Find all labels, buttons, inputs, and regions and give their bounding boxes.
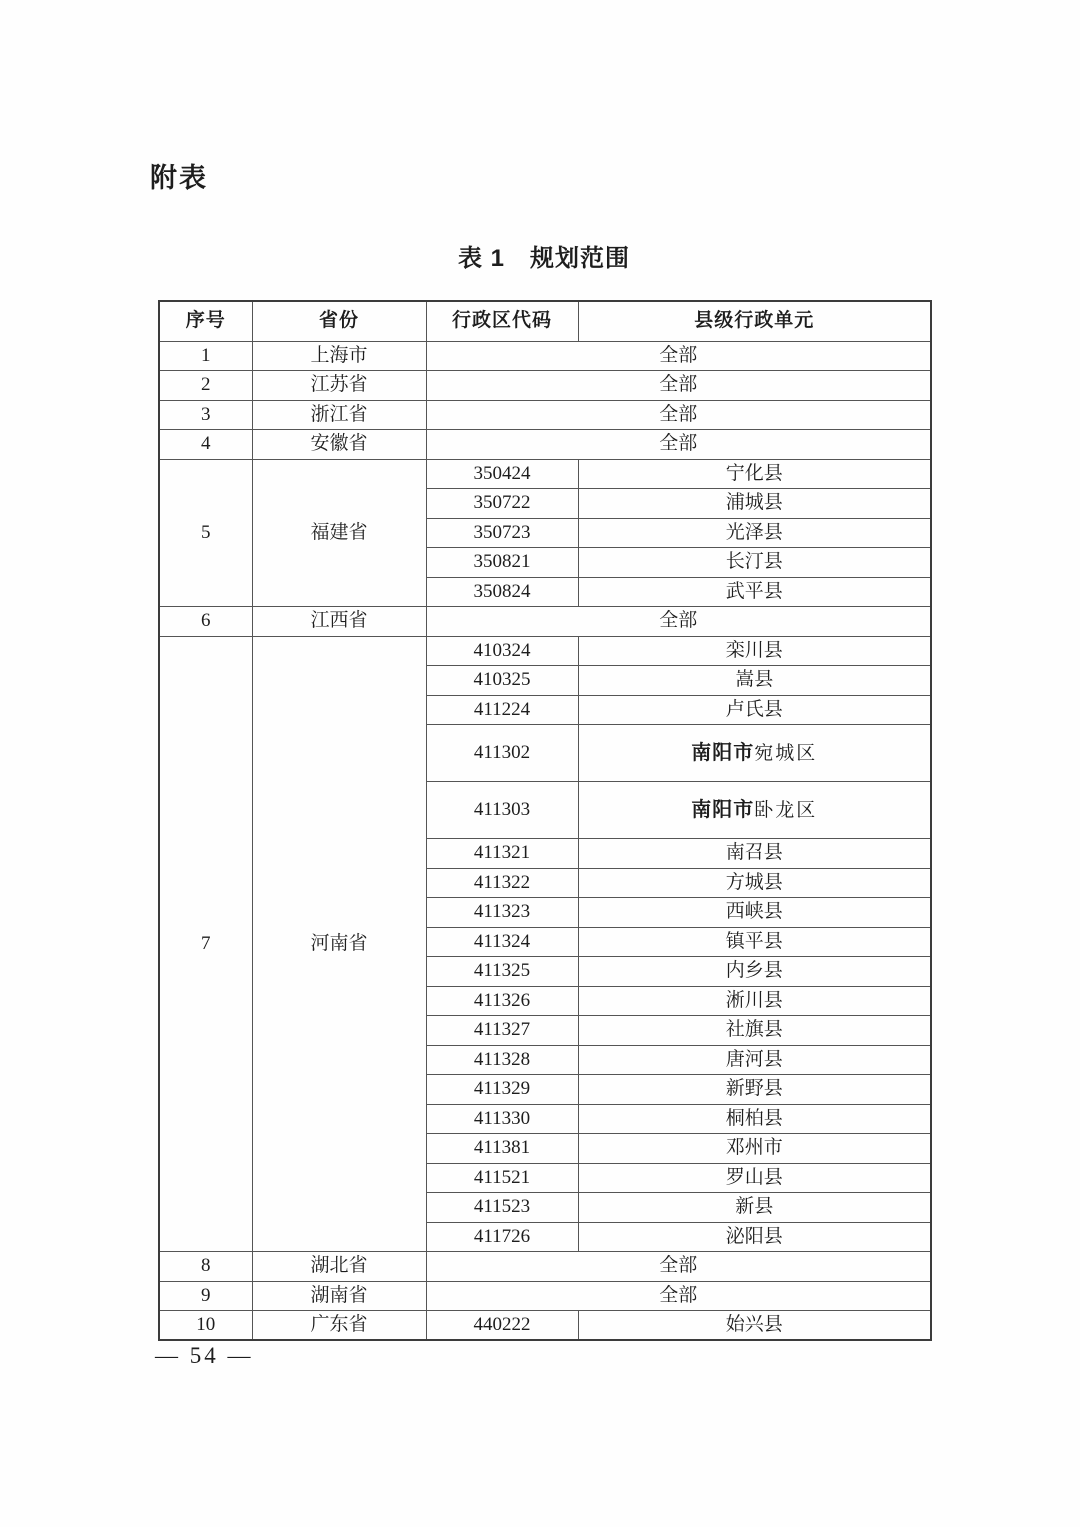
province-cell: 福建省: [252, 459, 426, 607]
code-cell: 411323: [426, 898, 578, 928]
code-cell: 411328: [426, 1045, 578, 1075]
city-prefix: 南阳市: [691, 798, 755, 821]
county-cell: 唐河县: [578, 1045, 931, 1075]
province-cell: 河南省: [252, 636, 426, 1252]
city-prefix: 南阳市: [691, 741, 755, 764]
table-row: [159, 636, 931, 666]
code-cell: 410324: [426, 636, 578, 666]
code-cell: 411521: [426, 1163, 578, 1193]
county-cell: 嵩县: [578, 666, 931, 696]
county-cell: 新野县: [578, 1075, 931, 1105]
table-row: [159, 400, 931, 430]
county-name: 宛城区: [754, 742, 818, 764]
county-cell: 罗山县: [578, 1163, 931, 1193]
county-cell: 淅川县: [578, 986, 931, 1016]
code-cell: 350824: [426, 577, 578, 607]
code-cell: 350723: [426, 518, 578, 548]
code-cell: 411324: [426, 927, 578, 957]
county-cell: 新县: [578, 1193, 931, 1223]
seq-cell: 7: [159, 636, 252, 1252]
scope-cell: 全部: [426, 400, 931, 430]
county-cell: 南召县: [578, 839, 931, 869]
county-name: 卧龙区: [754, 799, 818, 821]
province-cell: 浙江省: [252, 400, 426, 430]
code-cell: 411326: [426, 986, 578, 1016]
page-number: — 54 —: [155, 1343, 254, 1368]
col-header-code: 行政区代码: [426, 301, 578, 341]
province-cell: 湖北省: [252, 1252, 426, 1282]
county-cell: [578, 725, 931, 782]
code-cell: 411325: [426, 957, 578, 987]
table-row: [159, 607, 931, 637]
county-cell: 卢氏县: [578, 695, 931, 725]
seq-cell: 8: [159, 1252, 252, 1282]
seq-cell: 6: [159, 607, 252, 637]
code-cell: 411330: [426, 1104, 578, 1134]
code-cell: 411329: [426, 1075, 578, 1105]
table-row: [159, 1252, 931, 1282]
planning-scope-table: [158, 300, 932, 1341]
province-cell: 广东省: [252, 1311, 426, 1341]
province-cell: 江西省: [252, 607, 426, 637]
province-cell: 江苏省: [252, 371, 426, 401]
county-cell: 栾川县: [578, 636, 931, 666]
code-cell: 411321: [426, 839, 578, 869]
county-cell: 泌阳县: [578, 1222, 931, 1252]
county-cell: [578, 782, 931, 839]
table-title: 表 1 规划范围: [457, 245, 630, 272]
seq-cell: 3: [159, 400, 252, 430]
table-header-row: [159, 301, 931, 341]
scope-cell: 全部: [426, 1252, 931, 1282]
table-row: [159, 1311, 931, 1341]
code-cell: 350821: [426, 548, 578, 578]
seq-cell: 2: [159, 371, 252, 401]
province-cell: 安徽省: [252, 430, 426, 460]
county-cell: 镇平县: [578, 927, 931, 957]
table-row: [159, 459, 931, 489]
seq-cell: 9: [159, 1281, 252, 1311]
seq-cell: 4: [159, 430, 252, 460]
code-cell: 411327: [426, 1016, 578, 1046]
county-cell: 始兴县: [578, 1311, 931, 1341]
scope-cell: 全部: [426, 1281, 931, 1311]
county-cell: 内乡县: [578, 957, 931, 987]
code-cell: 411322: [426, 868, 578, 898]
county-cell: 浦城县: [578, 489, 931, 519]
scope-cell: 全部: [426, 371, 931, 401]
scope-cell: 全部: [426, 607, 931, 637]
code-cell: 411523: [426, 1193, 578, 1223]
province-cell: 上海市: [252, 341, 426, 371]
col-header-province: 省份: [252, 301, 426, 341]
seq-cell: 1: [159, 341, 252, 371]
table-row: [159, 1281, 931, 1311]
seq-cell: 10: [159, 1311, 252, 1341]
scope-cell: 全部: [426, 341, 931, 371]
code-cell: 411381: [426, 1134, 578, 1164]
code-cell: 411303: [426, 782, 578, 839]
seq-cell: 5: [159, 459, 252, 607]
table-row: [159, 430, 931, 460]
county-cell: 光泽县: [578, 518, 931, 548]
code-cell: 350424: [426, 459, 578, 489]
county-cell: 武平县: [578, 577, 931, 607]
county-cell: 邓州市: [578, 1134, 931, 1164]
county-cell: 宁化县: [578, 459, 931, 489]
table-row: [159, 371, 931, 401]
code-cell: 411224: [426, 695, 578, 725]
county-cell: 社旗县: [578, 1016, 931, 1046]
code-cell: 411302: [426, 725, 578, 782]
code-cell: 440222: [426, 1311, 578, 1341]
county-cell: 长汀县: [578, 548, 931, 578]
code-cell: 350722: [426, 489, 578, 519]
annex-label: 附表: [150, 163, 208, 193]
province-cell: 湖南省: [252, 1281, 426, 1311]
table-row: [159, 341, 931, 371]
county-cell: 方城县: [578, 868, 931, 898]
scope-cell: 全部: [426, 430, 931, 460]
county-cell: 西峡县: [578, 898, 931, 928]
col-header-county: 县级行政单元: [578, 301, 931, 341]
col-header-seq: 序号: [159, 301, 252, 341]
code-cell: 411726: [426, 1222, 578, 1252]
code-cell: 410325: [426, 666, 578, 696]
county-cell: 桐柏县: [578, 1104, 931, 1134]
